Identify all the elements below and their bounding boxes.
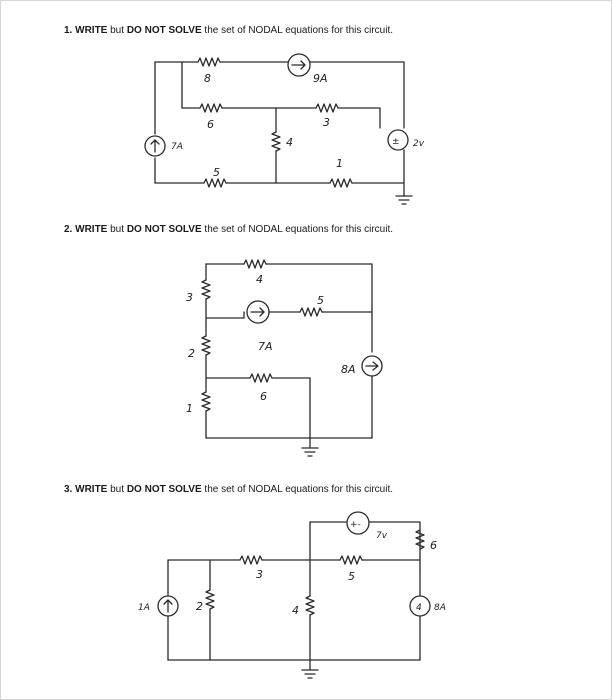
label-r5: 5 — [213, 166, 220, 179]
ground-symbol-3 — [302, 670, 318, 678]
label-r4: 4 — [256, 273, 263, 286]
ground-symbol-2 — [302, 448, 318, 456]
label-r8: 8 — [204, 72, 211, 85]
ground-symbol-1 — [396, 196, 412, 204]
svg-text:+-: +- — [350, 520, 361, 530]
label-r5: 5 — [317, 294, 324, 307]
circuit-1 — [145, 54, 425, 204]
label-8a-arrow: 4 — [416, 603, 422, 613]
label-r4: 4 — [286, 136, 293, 149]
label-r5: 5 — [348, 570, 355, 583]
circuit-3 — [138, 512, 446, 678]
label-7v: 7v — [376, 531, 388, 541]
label-r6: 6 — [430, 539, 437, 552]
label-2v: 2v — [413, 139, 425, 149]
label-r4: 4 — [292, 604, 299, 617]
label-r6: 6 — [260, 390, 267, 403]
question-2: 2. WRITE but DO NOT SOLVE the set of NODAL equations for this circuit. — [64, 224, 394, 235]
label-r3: 3 — [323, 116, 330, 129]
label-7a: 7A — [258, 340, 273, 353]
label-r3: 3 — [256, 568, 263, 581]
label-r6: 6 — [207, 118, 214, 131]
circuit-2 — [186, 260, 382, 456]
label-1a: 1A — [138, 603, 150, 613]
label-8a: 8A — [341, 363, 356, 376]
question-1: 1. WRITE but DO NOT SOLVE the set of NODAL equations for this circuit. — [64, 25, 394, 36]
label-r1: 1 — [186, 402, 193, 415]
label-r3: 3 — [186, 291, 193, 304]
label-r1: 1 — [336, 157, 343, 170]
label-7a: 7A — [171, 142, 183, 152]
question-3: 3. WRITE but DO NOT SOLVE the set of NODAL equations for this circuit. — [64, 484, 394, 495]
label-r2: 2 — [188, 347, 195, 360]
label-9a: 9A — [313, 72, 328, 85]
label-8a: 8A — [434, 603, 446, 613]
svg-text:±: ± — [392, 137, 400, 147]
label-r2: 2 — [196, 600, 203, 613]
